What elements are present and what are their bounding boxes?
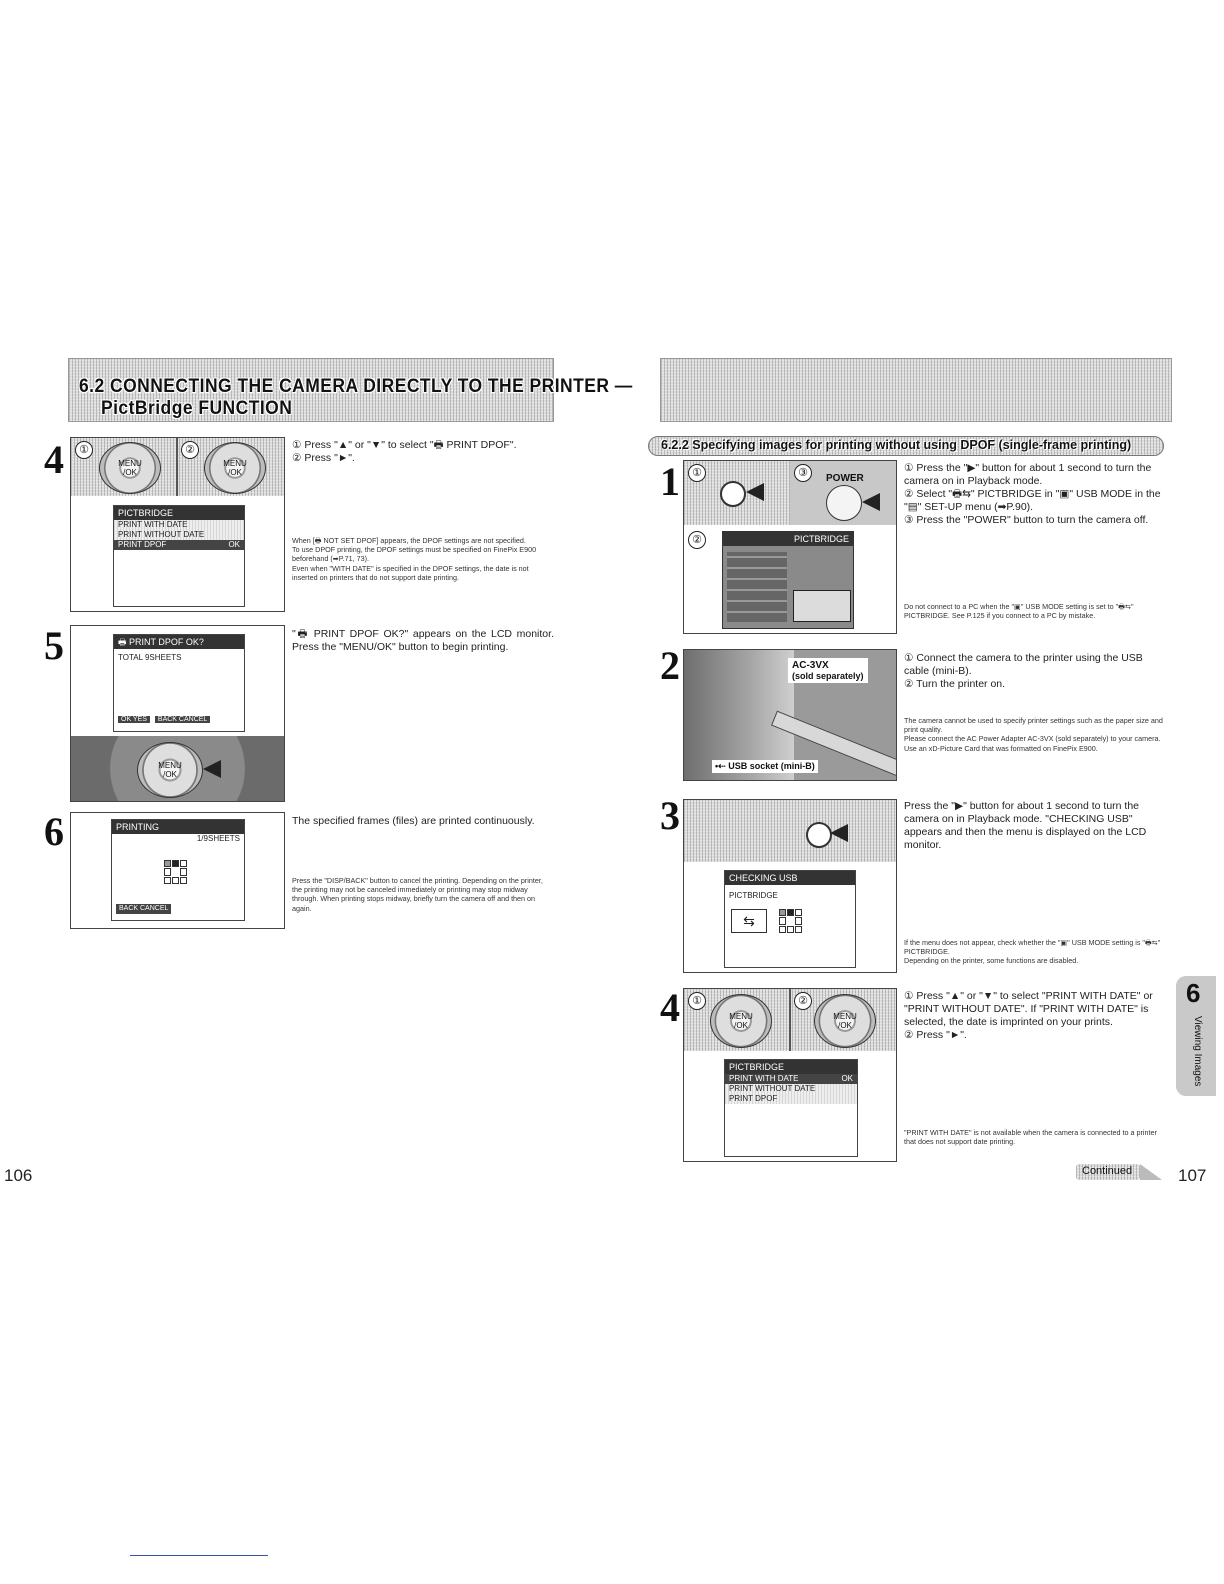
left-step4-note-1: When [🖶 NOT SET DPOF] appears, the DPOF settings are not specified.	[292, 536, 526, 545]
right-step2-notes	[904, 716, 1164, 753]
continued-arrow-icon	[1140, 1164, 1162, 1180]
continued-label: Continued	[1082, 1165, 1133, 1177]
right-step4-lcd-item-1-label: PRINT WITH DATE	[729, 1074, 799, 1083]
right-step1-note: Do not connect to a PC when the "▣" USB MODE setting is set to "🖶⇆" PICTBRIDGE. See P.125 if you connect to a PC by mistake.	[904, 602, 1134, 621]
right-step1-circle-1: ①	[688, 464, 706, 482]
right-step1-instruction-1: ① Press the "▶" button for about 1 second to turn the camera on in Playback mode.	[904, 462, 1152, 487]
left-step4-lcd-item-3-selected	[114, 540, 244, 550]
right-step3-camera-back	[684, 800, 896, 862]
left-step6-print-progress-icon	[164, 860, 188, 884]
right-step3-number: 3	[660, 793, 680, 838]
left-step6-number: 6	[44, 809, 64, 854]
right-step1-instruction-3: ③ Press the "POWER" button to turn the camera off.	[904, 514, 1149, 526]
right-step2-adapter-label: AC-3VX	[792, 660, 829, 671]
right-step4-lcd-item-1-selected	[725, 1074, 857, 1084]
continued-marker	[1076, 1164, 1140, 1180]
right-step3-arrow-icon	[830, 824, 848, 842]
right-subtitle-bar	[648, 436, 1164, 456]
right-step1-power-button-icon	[826, 485, 862, 521]
left-step5-lcd-yes: OK YES	[118, 716, 150, 723]
right-step4-dial-1	[710, 994, 772, 1048]
right-step4-divider	[789, 989, 791, 1051]
right-step1-playback-button-icon	[720, 481, 746, 507]
left-step5-lcd-cancel: BACK CANCEL	[155, 716, 210, 723]
right-step1-figure	[683, 460, 897, 634]
left-step4-lcd-item-1: PRINT WITH DATE	[114, 520, 244, 530]
right-step1-menu-list	[727, 552, 787, 622]
right-step2-instructions	[904, 652, 1164, 691]
left-step4-lcd-title: PICTBRIDGE	[114, 506, 244, 520]
right-step4-dial-2-label: MENU /OK	[833, 1012, 857, 1030]
right-step3-progress-icon	[779, 909, 803, 933]
right-step4-instruction-2: ② Press "►".	[904, 1029, 967, 1041]
chapter-side-tab-number: 6	[1186, 978, 1201, 1008]
left-step4-instruction-1: ① Press "▲" or "▼" to select "🖶 PRINT DPOF".	[292, 439, 517, 451]
right-step1-power-arrow-icon	[862, 493, 880, 511]
right-step1-circle-2: ②	[688, 531, 706, 549]
left-step5-lcd-line: TOTAL 9SHEETS	[118, 653, 182, 662]
left-step5-camera-photo	[71, 736, 284, 801]
right-step4-instructions	[904, 990, 1164, 1042]
right-step4-lcd-item-2: PRINT WITHOUT DATE	[725, 1084, 857, 1094]
right-step3-lcd-title: CHECKING USB	[725, 871, 855, 885]
right-step4-lcd-title: PICTBRIDGE	[725, 1060, 857, 1074]
right-step1-circle-3: ③	[794, 464, 812, 482]
right-step1-arrow-icon	[746, 483, 764, 501]
left-step6-lcd-sheets: 1/9SHEETS	[196, 834, 240, 843]
right-step1-lcd-title: PICTBRIDGE	[723, 532, 853, 546]
left-step4-dial-2	[204, 442, 266, 494]
right-step4-circle-2: ②	[794, 992, 812, 1010]
right-step2-adapter-callout	[788, 658, 868, 683]
right-step3-instruction: Press the "▶" button for about 1 second to turn the camera on in Playback mode. "CHECKING USB" appears and then the menu is displayed on the LCD monitor.	[904, 800, 1147, 851]
right-step3-note-1: If the menu does not appear, check whether the "▣" USB MODE setting is "🖶⇆" PICTBRIDGE.	[904, 938, 1161, 957]
left-step4-instruction-2: ② Press "►".	[292, 452, 355, 464]
right-step4-circle-1: ①	[688, 992, 706, 1010]
left-step4-notes	[292, 536, 552, 582]
right-step2-note-3: Use an xD-Picture Card that was formatted on FinePix E900.	[904, 743, 1098, 753]
right-step1-number: 1	[660, 459, 680, 504]
left-step4-circle-2: ②	[181, 441, 199, 459]
left-step6-lcd	[111, 819, 245, 921]
right-step4-dial-1-label: MENU /OK	[729, 1012, 753, 1030]
right-step3-playback-button-icon	[806, 822, 832, 848]
left-step4-lcd-item-2: PRINT WITHOUT DATE	[114, 530, 244, 540]
left-step5-number: 5	[44, 623, 64, 668]
left-step4-lcd-item-3-label: PRINT DPOF	[118, 540, 167, 549]
right-title-bar	[660, 358, 1172, 422]
right-step1-setup-menu	[722, 531, 854, 629]
left-step5-press-arrow-icon	[203, 760, 221, 778]
left-step6-note: Press the "DISP/BACK" button to cancel the printing. Depending on the printer, the printing may not be canceled immediately or printing may stop midway through. When printing stops midway, briefly turn the camera off and then on again.	[292, 876, 543, 913]
left-title-line2: PictBridge FUNCTION	[101, 398, 293, 419]
left-step5-lcd-buttons	[118, 715, 210, 725]
right-step1-instructions	[904, 462, 1164, 527]
left-step4-note-2: To use DPOF printing, the DPOF settings must be specified on FinePix E900 beforehand (➡P.71, 73).	[292, 545, 537, 564]
left-step4-dial-2-label: MENU /OK	[223, 459, 247, 477]
right-step2-note-1: The camera cannot be used to specify printer settings such as the paper size and print quality.	[904, 716, 1163, 735]
right-step1-power-label: POWER	[826, 473, 864, 484]
right-step3-printer-icon: ⇆	[731, 909, 767, 933]
left-step5-dial	[137, 742, 203, 798]
right-step2-instruction-2: ② Turn the printer on.	[904, 678, 1006, 690]
left-step6-figure	[70, 812, 285, 929]
right-step4-note: "PRINT WITH DATE" is not available when the camera is connected to a printer that does not support date printing.	[904, 1128, 1157, 1147]
right-step4-dial-2	[814, 994, 876, 1048]
left-step4-circle-1: ①	[75, 441, 93, 459]
left-step6-lcd-cancel: BACK CANCEL	[116, 904, 171, 914]
left-step4-dial-1	[99, 442, 161, 494]
left-step5-dial-label: MENU /OK	[158, 761, 182, 779]
left-step6-lcd-title: PRINTING	[112, 820, 244, 834]
right-step3-note-2: Depending on the printer, some functions are disabled.	[904, 956, 1079, 966]
left-title-line1: 6.2 CONNECTING THE CAMERA DIRECTLY TO THE PRINTER —	[79, 376, 633, 397]
right-step2-note-2: Please connect the AC Power Adapter AC-3VX (sold separately) to your camera.	[904, 734, 1161, 744]
right-step2-instruction-1: ① Connect the camera to the printer using the USB cable (mini-B).	[904, 652, 1143, 677]
left-step5-instruction: "🖶 PRINT DPOF OK?" appears on the LCD monitor. Press the "MENU/OK" button to begin printing.	[292, 628, 554, 653]
left-step4-lcd	[113, 505, 245, 607]
right-step2-number: 2	[660, 643, 680, 688]
right-step3-figure	[683, 799, 897, 973]
left-step4-note-3: Even when "WITH DATE" is specified in the DPOF settings, the date is not inserted on printers that do not support date printing.	[292, 563, 529, 582]
chapter-side-tab-label: Viewing Images	[1192, 1016, 1203, 1087]
right-step3-notes	[904, 938, 1164, 966]
left-step4-dial-1-label: MENU /OK	[118, 459, 142, 477]
left-page-number: 106	[4, 1166, 33, 1185]
left-step4-number: 4	[44, 437, 64, 482]
left-step6-instruction: The specified frames (files) are printed continuously.	[292, 815, 535, 827]
footer-rule	[130, 1555, 268, 1556]
right-step4-instruction-1: ① Press "▲" or "▼" to select "PRINT WITH DATE" or "PRINT WITHOUT DATE". If "PRINT WITH DATE" is selected, the date is imprinted on your prints.	[904, 990, 1153, 1028]
right-step2-usb-callout: •⇠ USB socket (mini-B)	[712, 760, 818, 773]
right-step3-lcd	[724, 870, 856, 968]
left-step5-lcd-title: 🖶 PRINT DPOF OK?	[114, 635, 244, 649]
right-step3-lcd-label: PICTBRIDGE	[729, 891, 778, 900]
right-step4-figure	[683, 988, 897, 1162]
right-step2-figure	[683, 649, 897, 781]
right-step4-lcd-ok: OK	[841, 1074, 853, 1083]
right-step1-instruction-2: ② Select "🖶⇆" PICTBRIDGE in "▣" USB MODE in the "▤" SET-UP menu (➡P.90).	[904, 488, 1161, 513]
right-step2-adapter-sub: (sold separately)	[792, 671, 864, 681]
left-step5-lcd	[113, 634, 245, 732]
left-step5-figure	[70, 625, 285, 802]
left-step4-divider	[176, 438, 178, 496]
chapter-side-tab	[1176, 976, 1216, 1096]
right-step4-lcd-item-3: PRINT DPOF	[725, 1094, 857, 1104]
left-step4-lcd-ok: OK	[228, 540, 240, 549]
right-step4-number: 4	[660, 985, 680, 1030]
left-title-bar	[68, 358, 633, 422]
left-step4-figure	[70, 437, 285, 612]
right-subtitle-text: 6.2.2 Specifying images for printing without using DPOF (single-frame printing)	[661, 438, 1132, 452]
right-step1-menu-selection	[793, 590, 851, 622]
right-step4-lcd	[724, 1059, 858, 1157]
right-page-number: 107	[1178, 1166, 1207, 1185]
